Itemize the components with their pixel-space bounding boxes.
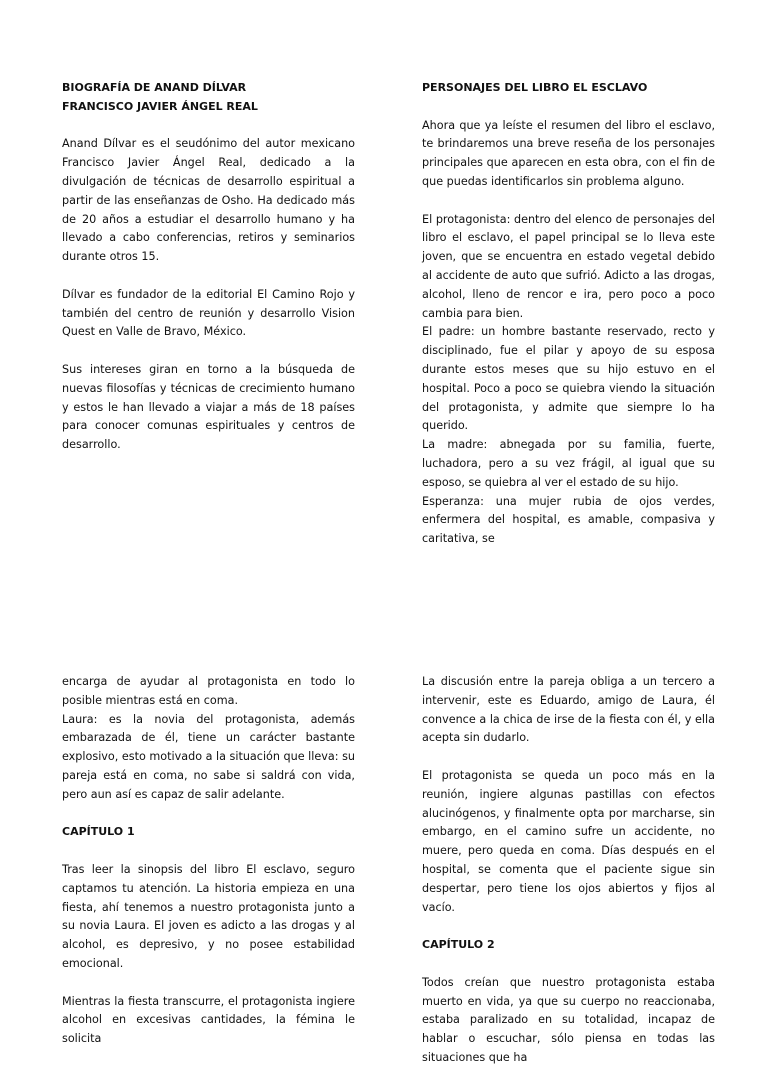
chapter-two-column <box>422 673 715 1068</box>
chapter-1-heading: CAPÍTULO 1 <box>62 825 135 839</box>
characters-heading: PERSONAJES DEL LIBRO EL ESCLAVO <box>422 81 648 94</box>
characters-intro-paragraph: Ahora que ya leíste el resumen del libro el esclavo, te brindaremos una breve reseña de los personajes principales que aparecen en esta obra, con el fin de que puedas identificarlos sin problema alguno. <box>422 118 715 188</box>
character-laura-paragraph: Laura: es la novia del protagonista, además embarazada de él, tiene un carácter bastante explosivo, esto motivado a la situación que lleva: su pareja está en coma, no sabe si saldrá con vida, pero aun así es capaz de salir adelante. <box>62 712 355 801</box>
chapter-1-continuation-paragraph: La discusión entre la pareja obliga a un tercero a intervenir, este es Eduardo, amigo de Laura, él convence a la chica de irse de la fiesta con él, y ella acepta sin dudarlo. <box>422 675 715 745</box>
chapter-2-paragraph: Todos creían que nuestro protagonista estaba muerto en vida, ya que su cuerpo no reaccionaba, estaba paralizado en su totalidad, incapaz de hablar o escuchar, sólo piensa en todas las situaciones que ha <box>422 975 715 1064</box>
biography-paragraph: Dílvar es fundador de la editorial El Camino Rojo y también del centro de reunión y desarrollo Vision Quest en Valle de Bravo, México. <box>62 287 355 339</box>
character-esperanza-paragraph: Esperanza: una mujer rubia de ojos verdes, enfermera del hospital, es amable, compasiva y caritativa, se <box>422 494 715 546</box>
biography-heading-line1: BIOGRAFÍA DE ANAND DÍLVAR <box>62 81 247 94</box>
biography-column <box>62 79 355 455</box>
character-esperanza-continuation: encarga de ayudar al protagonista en todo lo posible mientras está en coma. <box>62 675 355 707</box>
chapter-1-paragraph: Tras leer la sinopsis del libro El esclavo, seguro captamos tu atención. La historia empieza en una fiesta, ahí tenemos a nuestro protagonista junto a su novia Laura. El joven es adicto a las drogas y al alcohol, es depresivo, y no posee estabilidad emocional. <box>62 862 355 970</box>
biography-heading-line2: FRANCISCO JAVIER ÁNGEL REAL <box>62 99 258 113</box>
chapter-1-paragraph: Mientras la fiesta transcurre, el protagonista ingiere alcohol en excesivas cantidades, la fémina le solicita <box>62 994 355 1046</box>
biography-paragraph: Anand Dílvar es el seudónimo del autor mexicano Francisco Javier Ángel Real, dedicado a la divulgación de técnicas de desarrollo espiritual a partir de las enseñanzas de Osho. Ha dedicado más de 20 años a estudiar el desarrollo humano y ha llevado a cabo conferencias, retiros y seminarios durante otros 15. <box>62 137 355 264</box>
chapter-2-heading: CAPÍTULO 2 <box>422 938 495 952</box>
character-father-paragraph: El padre: un hombre bastante reservado, recto y disciplinado, fue el pilar y apoyo de su esposa durante estos meses que su hijo estuvo en el hospital. Poco a poco se quiebra viendo la situación del protagonista, y admite que siempre lo ha querido. <box>422 325 715 433</box>
biography-paragraph: Sus intereses giran en torno a la búsqueda de nuevas filosofías y técnicas de crecimiento humano y estos le han llevado a viajar a más de 18 países para conocer comunas espirituales y centros de desarrollo. <box>62 362 355 452</box>
chapter-one-column <box>62 673 355 1049</box>
chapter-1-continuation-paragraph: El protagonista se queda un poco más en la reunión, ingiere algunas pastillas con efectos alucinógenos, y finalmente opta por marcharse, sin embargo, en el camino sufre un accidente, no muere, pero queda en coma. Días después en el hospital, se comenta que el paciente sigue sin despertar, pero tiene los ojos abiertos y fijos al vacío. <box>422 768 715 914</box>
characters-column <box>422 79 715 549</box>
character-mother-paragraph: La madre: abnegada por su familia, fuerte, luchadora, pero a su vez frágil, al igual que su esposo, se quiebra al ver el estado de su hijo. <box>422 438 715 489</box>
character-protagonist-paragraph: El protagonista: dentro del elenco de personajes del libro el esclavo, el papel principal se lo lleva este joven, que se encuentra en estado vegetal debido al accidente de auto que sufrió. Adicto a las drogas, alcohol, lleno de rencor e ira, pero poco a poco cambia para bien. <box>422 212 715 320</box>
